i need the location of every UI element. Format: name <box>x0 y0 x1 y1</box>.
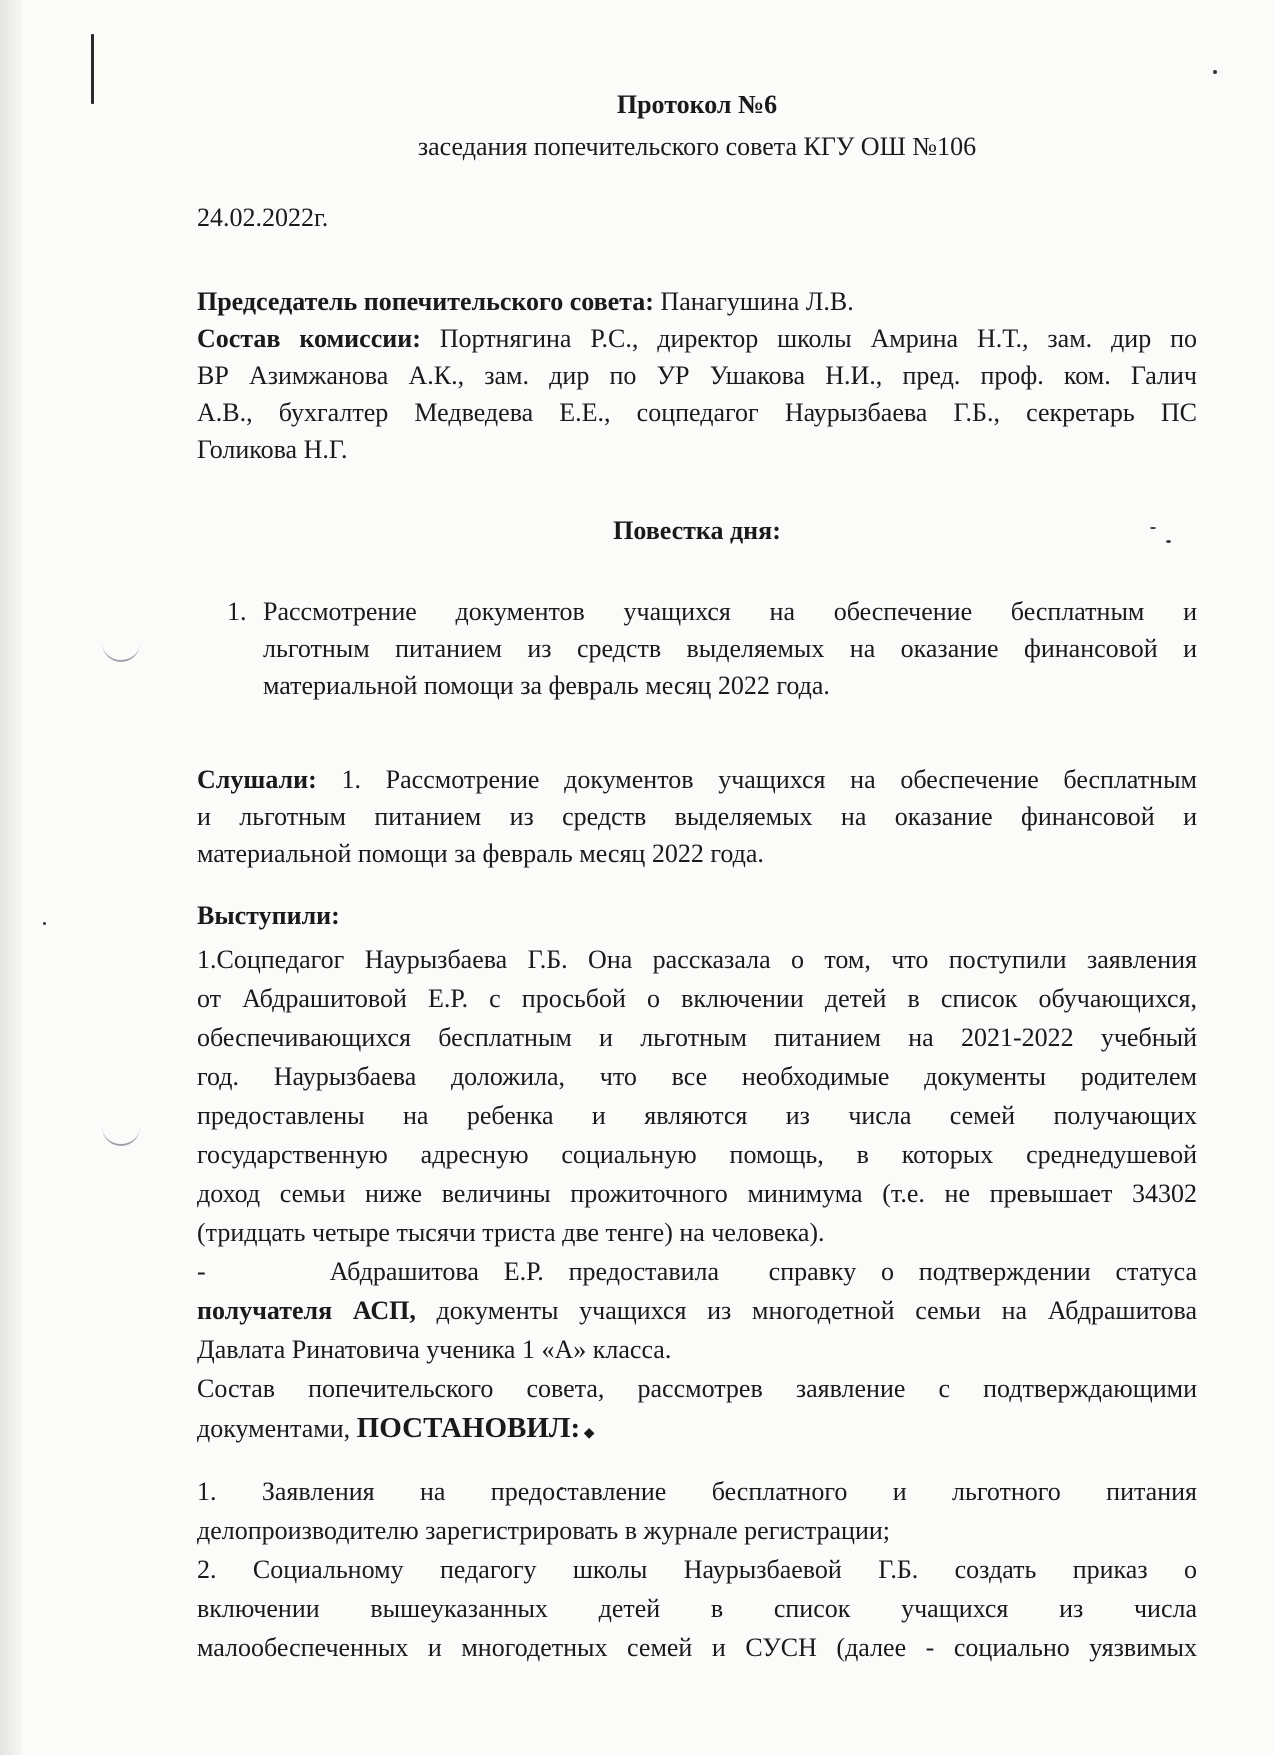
spoke-p3-line-2-text: документами, <box>197 1414 357 1443</box>
commission-line-1-text: Портнягина Р.С., директор школы Амрина Н.Т., зам. дир по <box>420 324 1197 353</box>
commission-line-3: А.В., бухгалтер Медведева Е.Е., соцпедагог Наурызбаева Г.Б., секретарь ПС <box>197 398 1197 427</box>
scan-speck <box>1213 70 1217 74</box>
punch-hole-upper <box>102 634 140 662</box>
commission-line-4: Голикова Н.Г. <box>197 435 348 464</box>
spoke-p1-line-4: год. Наурызбаева доложила, что все необходимые документы родителем <box>197 1062 1197 1091</box>
page-edge-shadow <box>0 0 22 1755</box>
protocol-date: 24.02.2022г. <box>197 203 329 232</box>
agenda-heading: Повестка дня: <box>613 516 781 545</box>
agenda-item-line-2: льготным питанием из средств выделяемых на оказание финансовой и <box>263 634 1197 663</box>
scan-speck <box>43 922 46 925</box>
heard-line-3: материальной помощи за февраль месяц 2022 года. <box>197 839 764 868</box>
scan-mark: ◆ <box>580 1426 595 1441</box>
spoke-p2-line-1: - Абдрашитова Е.Р. предоставила справку о подтверждении статуса <box>197 1257 1197 1286</box>
spoke-p3-line-2 <box>197 1410 1197 1452</box>
agenda-item-number: 1. <box>227 597 247 626</box>
decision-item-2-line-1: 2. Социальному педагогу школы Наурызбаевой Г.Б. создать приказ о <box>197 1555 1197 1584</box>
decision-heading: ПОСТАНОВИЛ: <box>356 1412 581 1444</box>
heard-line-2: и льготным питанием из средств выделяемых на оказание финансовой и <box>197 802 1197 831</box>
commission-line-2: ВР Азимжанова А.К., зам. дир по УР Ушакова Н.И., пред. проф. ком. Галич <box>197 361 1197 390</box>
spoke-p2-line-3: Давлата Ринатовича ученика 1 «А» класса. <box>197 1335 672 1364</box>
heard-line-1-text: 1. Рассмотрение документов учащихся на обеспечение бесплатным <box>316 765 1197 794</box>
commission-line-1 <box>197 320 1197 357</box>
decision-item-2-line-2: включении вышеуказанных детей в список учащихся из числа <box>197 1594 1197 1623</box>
decision-item-1-line-2: делопроизводителю зарегистрировать в журнале регистрации; <box>197 1516 890 1545</box>
chair-label: Председатель попечительского совета: <box>197 287 654 316</box>
spoke-p1-line-5: предоставлены на ребенка и являются из числа семей получающих <box>197 1101 1197 1130</box>
spoke-p1-line-1: 1.Соцпедагог Наурызбаева Г.Б. Она рассказала о том, что поступили заявления <box>197 945 1197 974</box>
spoke-p1-line-3: обеспечивающихся бесплатным и льготным питанием на 2021-2022 учебный <box>197 1023 1197 1052</box>
protocol-title: Протокол №6 <box>616 90 778 119</box>
spoke-p2-line-2-text: документы учащихся из многодетной семьи на Абдрашитова <box>415 1296 1197 1325</box>
decision-item-1-line-1: 1. Заявления на предоставление бесплатного и льготного питания <box>197 1477 1197 1506</box>
agenda-item-line-1: Рассмотрение документов учащихся на обеспечение бесплатным и <box>263 597 1197 626</box>
spoke-p1-line-7: доход семьи ниже величины прожиточного минимума (т.е. не превышает 34302 <box>197 1179 1197 1208</box>
heard-line-1 <box>197 761 1197 798</box>
spoke-p1-line-6: государственную адресную социальную помощь, в которых среднедушевой <box>197 1140 1197 1169</box>
commission-label: Состав комиссии: <box>197 324 421 353</box>
heard-label: Слушали: <box>197 765 317 794</box>
decision-item-2-line-3: малообеспеченных и многодетных семей и СУСН (далее - социально уязвимых <box>197 1633 1197 1662</box>
binder-mark <box>91 34 94 104</box>
spoke-p3-line-1: Состав попечительского совета, рассмотрев заявление с подтверждающими <box>197 1374 1197 1403</box>
punch-hole-lower <box>102 1118 140 1146</box>
spoke-label: Выступили: <box>197 901 340 930</box>
spoke-p1-line-8: (тридцать четыре тысячи триста две тенге) на человека). <box>197 1218 825 1247</box>
protocol-subtitle: заседания попечительского совета КГУ ОШ №106 <box>417 132 977 161</box>
agenda-item-line-3: материальной помощи за февраль месяц 2022 года. <box>263 671 830 700</box>
chair-line <box>197 283 1197 320</box>
spoke-p2-line-2 <box>197 1292 1197 1329</box>
spoke-p2-bold: получателя АСП, <box>197 1296 416 1325</box>
spoke-p1-line-2: от Абдрашитовой Е.Р. с просьбой о включении детей в список обучающихся, <box>197 984 1197 1013</box>
chair-value: Панагушина Л.В. <box>653 287 854 316</box>
